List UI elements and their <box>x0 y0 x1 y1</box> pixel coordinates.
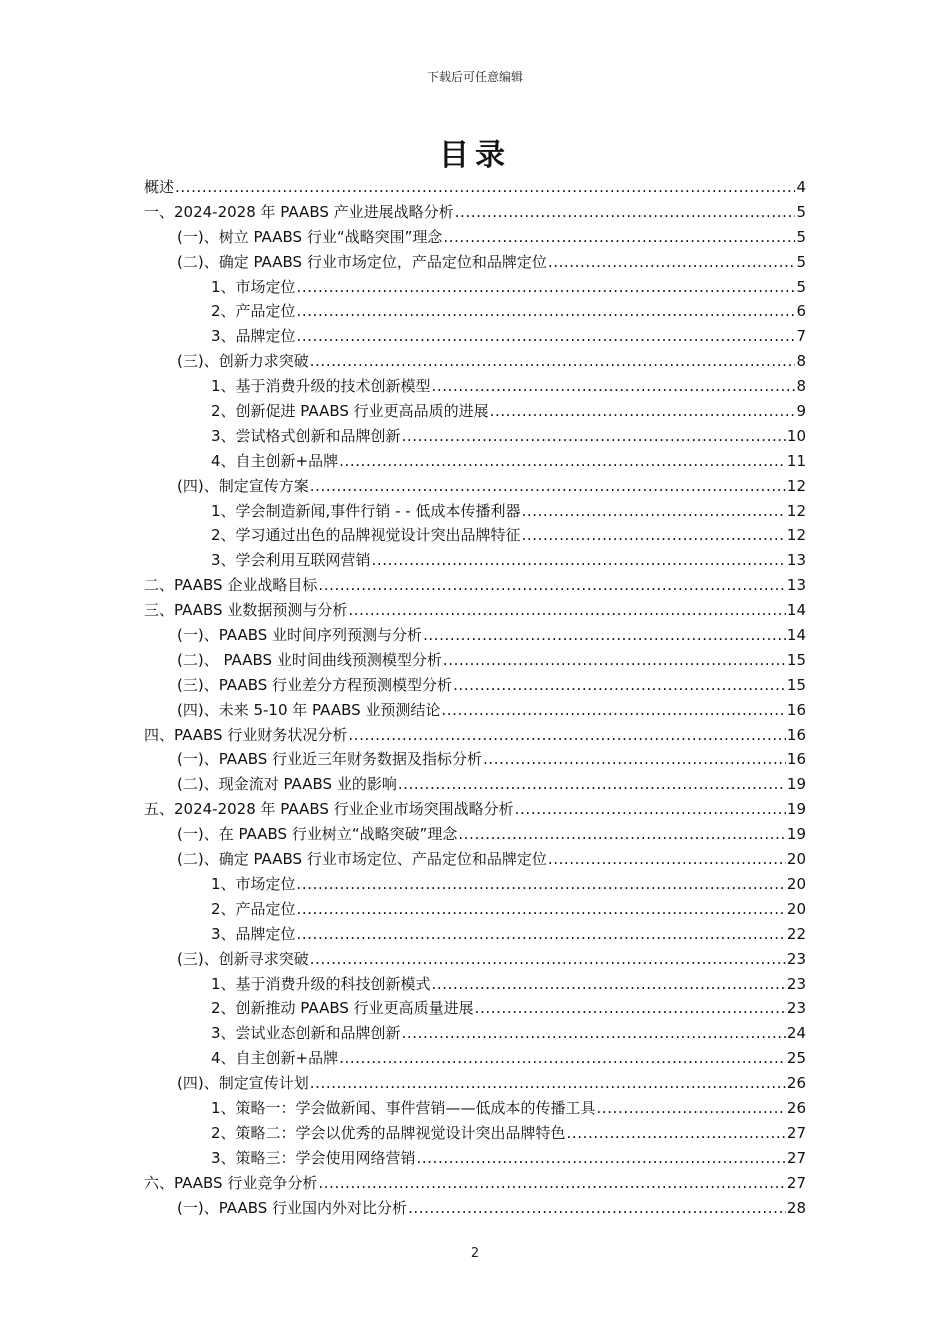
toc-entry-text: 四、PAABS 行业财务状况分析 <box>144 725 348 744</box>
toc-entry-text: (四)、未来 5-10 年 PAABS 业预测结论 <box>177 700 441 719</box>
toc-entry[interactable] <box>144 449 806 474</box>
toc-entry-text: (四)、制定宣传方案 <box>177 476 309 495</box>
toc-entry[interactable] <box>144 797 806 822</box>
toc-entry-text: 3、品牌定位 <box>211 924 296 943</box>
toc-entry[interactable] <box>144 673 806 698</box>
toc-entry[interactable] <box>144 499 806 524</box>
toc-entry[interactable] <box>144 1021 806 1046</box>
toc-entry-text: (一)、PAABS 行业近三年财务数据及指标分析 <box>177 750 483 769</box>
toc-entry[interactable] <box>144 1071 806 1096</box>
toc-entry-text: 1、基于消费升级的技术创新模型 <box>211 377 431 396</box>
toc-entry[interactable] <box>144 523 806 548</box>
dot-leader <box>548 250 796 275</box>
toc-entry[interactable] <box>144 623 806 648</box>
dot-leader <box>348 598 786 623</box>
dot-leader <box>417 1146 786 1171</box>
dot-leader <box>453 673 786 698</box>
toc-entry-text: 3、品牌定位 <box>211 327 296 346</box>
toc-entry-text: 1、策略一：学会做新闻、事件营销——低成本的传播工具 <box>211 1098 596 1117</box>
toc-entry-text: (二)、确定 PAABS 行业市场定位、产品定位和品牌定位 <box>177 850 547 869</box>
toc-entry-page: 12 <box>786 501 806 520</box>
toc-entry-text: (三)、创新力求突破 <box>177 352 309 371</box>
toc-entry-text: 2、创新推动 PAABS 行业更高质量进展 <box>211 999 474 1018</box>
toc-entry-text: 一、2024-2028 年 PAABS 产业进展战略分析 <box>144 202 454 221</box>
dot-leader <box>441 698 786 723</box>
dot-leader <box>455 200 796 225</box>
toc-entry-text: 2、策略二：学会以优秀的品牌视觉设计突出品牌特色 <box>211 1123 566 1142</box>
toc-entry-text: (一)、PAABS 行业国内外对比分析 <box>177 1198 408 1217</box>
toc-entry-text: (二)、现金流对 PAABS 业的影响 <box>177 775 397 794</box>
dot-leader <box>310 947 786 972</box>
toc-entry-page: 25 <box>786 1049 806 1068</box>
toc-entry[interactable] <box>144 399 806 424</box>
toc-entry[interactable] <box>144 1096 806 1121</box>
toc-entry-text: 三、PAABS 业数据预测与分析 <box>144 601 348 620</box>
dot-leader <box>297 299 796 324</box>
dot-leader <box>297 324 796 349</box>
dot-leader <box>475 996 786 1021</box>
toc-entry-text: (一)、PAABS 业时间序列预测与分析 <box>177 626 423 645</box>
toc-entry-page: 26 <box>786 1074 806 1093</box>
dot-leader <box>348 723 786 748</box>
dot-leader <box>297 275 796 300</box>
toc-entry-text: 4、自主创新+品牌 <box>211 451 339 470</box>
dot-leader <box>297 922 786 947</box>
toc-entry[interactable] <box>144 723 806 748</box>
toc-entry-page: 16 <box>786 725 806 744</box>
toc-entry-page: 11 <box>786 451 806 470</box>
dot-leader <box>432 374 796 399</box>
dot-leader <box>522 523 786 548</box>
toc-entry-text: 2、创新促进 PAABS 行业更高品质的进展 <box>211 402 489 421</box>
toc-entry[interactable] <box>144 922 806 947</box>
dot-leader <box>402 424 786 449</box>
dot-leader <box>408 1196 786 1221</box>
toc-entry[interactable] <box>144 349 806 374</box>
toc-entry-text: 3、策略三：学会使用网络营销 <box>211 1148 416 1167</box>
toc-entry-page: 19 <box>786 775 806 794</box>
toc-entry-text: (一)、在 PAABS 行业树立“战略突破”理念 <box>177 825 458 844</box>
toc-entry-text: 2、学习通过出色的品牌视觉设计突出品牌特征 <box>211 526 521 545</box>
toc-entry-text: (四)、制定宣传计划 <box>177 1074 309 1093</box>
toc-entry-page: 19 <box>786 825 806 844</box>
toc-entry-page: 23 <box>786 999 806 1018</box>
toc-entry-page: 20 <box>786 899 806 918</box>
toc-entry-page: 16 <box>786 700 806 719</box>
toc-entry-text: 六、PAABS 行业竞争分析 <box>144 1173 318 1192</box>
dot-leader <box>310 474 786 499</box>
toc-entry-text: 1、学会制造新闻,事件行销 - - 低成本传播利器 <box>211 501 521 520</box>
toc-entry-text: 4、自主创新+品牌 <box>211 1049 339 1068</box>
toc-entry-text: (二)、 PAABS 业时间曲线预测模型分析 <box>177 650 442 669</box>
dot-leader <box>402 1021 786 1046</box>
dot-leader <box>310 349 796 374</box>
toc-entry[interactable] <box>144 1046 806 1071</box>
toc-entry-page: 19 <box>786 800 806 819</box>
toc-entry-text: (三)、创新寻求突破 <box>177 949 309 968</box>
toc-entry-text: 3、尝试格式创新和品牌创新 <box>211 426 401 445</box>
toc-entry-page: 23 <box>786 974 806 993</box>
toc-entry[interactable] <box>144 573 806 598</box>
toc-entry[interactable] <box>144 822 806 847</box>
toc-entry-page: 14 <box>786 601 806 620</box>
toc-entry-page: 15 <box>786 650 806 669</box>
toc-entry[interactable] <box>144 200 806 225</box>
toc-entry-page: 8 <box>796 377 806 396</box>
toc-entry-page: 4 <box>796 178 806 196</box>
toc-entry-page: 5 <box>796 252 806 271</box>
toc-entry-page: 27 <box>786 1148 806 1167</box>
header-note: 下载后可任意编辑 <box>426 70 523 84</box>
toc-entry-page: 8 <box>796 352 806 371</box>
toc-entry-page: 27 <box>786 1123 806 1142</box>
toc-entry-text: (二)、确定 PAABS 行业市场定位，产品定位和品牌定位 <box>177 252 547 271</box>
toc-entry-page: 7 <box>796 327 806 346</box>
toc-entry-page: 16 <box>786 750 806 769</box>
toc-entry-page: 15 <box>786 675 806 694</box>
toc-entry-page: 13 <box>786 551 806 570</box>
toc-entry-text: 3、尝试业态创新和品牌创新 <box>211 1024 401 1043</box>
dot-leader <box>548 847 786 872</box>
dot-leader <box>339 1046 786 1071</box>
toc-entry-page: 20 <box>786 874 806 893</box>
toc-entry-text: 2、产品定位 <box>211 899 296 918</box>
toc-entry-page: 6 <box>796 302 806 321</box>
toc-entry[interactable] <box>144 324 806 349</box>
toc-entry[interactable] <box>144 1171 806 1196</box>
toc-entry[interactable] <box>144 698 806 723</box>
dot-leader <box>297 897 786 922</box>
toc-entry[interactable] <box>144 474 806 499</box>
toc-entry-text: 1、市场定位 <box>211 277 296 296</box>
toc-entry[interactable] <box>144 299 806 324</box>
toc-entry-page: 9 <box>796 402 806 421</box>
toc-entry-page: 26 <box>786 1098 806 1117</box>
toc-entry[interactable] <box>144 250 806 275</box>
toc-entry[interactable] <box>144 374 806 399</box>
dot-leader <box>458 822 786 847</box>
toc-entry-text: 五、2024-2028 年 PAABS 行业企业市场突围战略分析 <box>144 800 514 819</box>
dot-leader <box>339 449 786 474</box>
dot-leader <box>318 1171 786 1196</box>
toc-entry[interactable] <box>144 847 806 872</box>
toc-entry-page: 13 <box>786 576 806 595</box>
toc-entry[interactable] <box>144 972 806 997</box>
toc-entry-page: 5 <box>796 202 806 221</box>
toc-entry[interactable] <box>144 175 806 200</box>
toc-entry-page: 23 <box>786 949 806 968</box>
toc-entry[interactable] <box>144 772 806 797</box>
toc-entry[interactable] <box>144 996 806 1021</box>
toc-entry[interactable] <box>144 1121 806 1146</box>
dot-leader <box>443 225 795 250</box>
dot-leader <box>483 747 786 772</box>
toc-entry[interactable] <box>144 548 806 573</box>
toc-entry[interactable] <box>144 648 806 673</box>
toc-entry[interactable] <box>144 947 806 972</box>
toc-entry-page: 22 <box>786 924 806 943</box>
toc-entry[interactable] <box>144 225 806 250</box>
toc-entry-page: 20 <box>786 850 806 869</box>
toc-entry[interactable] <box>144 275 806 300</box>
toc-entry-text: 2、产品定位 <box>211 302 296 321</box>
toc-entry-page: 14 <box>786 626 806 645</box>
dot-leader <box>372 548 786 573</box>
toc-entry[interactable] <box>144 598 806 623</box>
dot-leader <box>175 175 795 200</box>
toc-entry[interactable] <box>144 1196 806 1221</box>
dot-leader <box>443 648 786 673</box>
toc-entry-page: 12 <box>786 526 806 545</box>
toc-entry-page: 12 <box>786 476 806 495</box>
toc-entry-page: 10 <box>786 426 806 445</box>
page-title: 目录 <box>439 138 511 173</box>
dot-leader <box>490 399 796 424</box>
dot-leader <box>310 1071 786 1096</box>
toc-entry-page: 28 <box>786 1198 806 1217</box>
dot-leader <box>423 623 786 648</box>
toc-entry-text: 二、PAABS 企业战略目标 <box>144 576 318 595</box>
toc-entry-text: 3、学会利用互联网营销 <box>211 551 371 570</box>
toc-entry[interactable] <box>144 897 806 922</box>
toc-entry-text: (三)、PAABS 行业差分方程预测模型分析 <box>177 675 453 694</box>
dot-leader <box>597 1096 786 1121</box>
toc-entry[interactable] <box>144 1146 806 1171</box>
dot-leader <box>297 872 786 897</box>
toc-entry-text: (一)、树立 PAABS 行业“战略突围”理念 <box>177 227 443 246</box>
dot-leader <box>521 499 785 524</box>
toc-entry[interactable] <box>144 424 806 449</box>
toc-entry[interactable] <box>144 747 806 772</box>
dot-leader <box>398 772 786 797</box>
dot-leader <box>318 573 786 598</box>
toc-entry-page: 5 <box>796 227 806 246</box>
page-number: 2 <box>470 1246 480 1261</box>
toc-entry-page: 5 <box>796 277 806 296</box>
toc-entry-text: 概述 <box>144 178 175 196</box>
toc-entry-text: 1、基于消费升级的科技创新模式 <box>211 974 431 993</box>
toc-entry-page: 27 <box>786 1173 806 1192</box>
dot-leader <box>432 972 786 997</box>
dot-leader <box>567 1121 786 1146</box>
toc-entry-page: 24 <box>786 1024 806 1043</box>
dot-leader <box>515 797 786 822</box>
table-of-contents <box>144 175 806 1220</box>
toc-entry[interactable] <box>144 872 806 897</box>
toc-entry-text: 1、市场定位 <box>211 874 296 893</box>
